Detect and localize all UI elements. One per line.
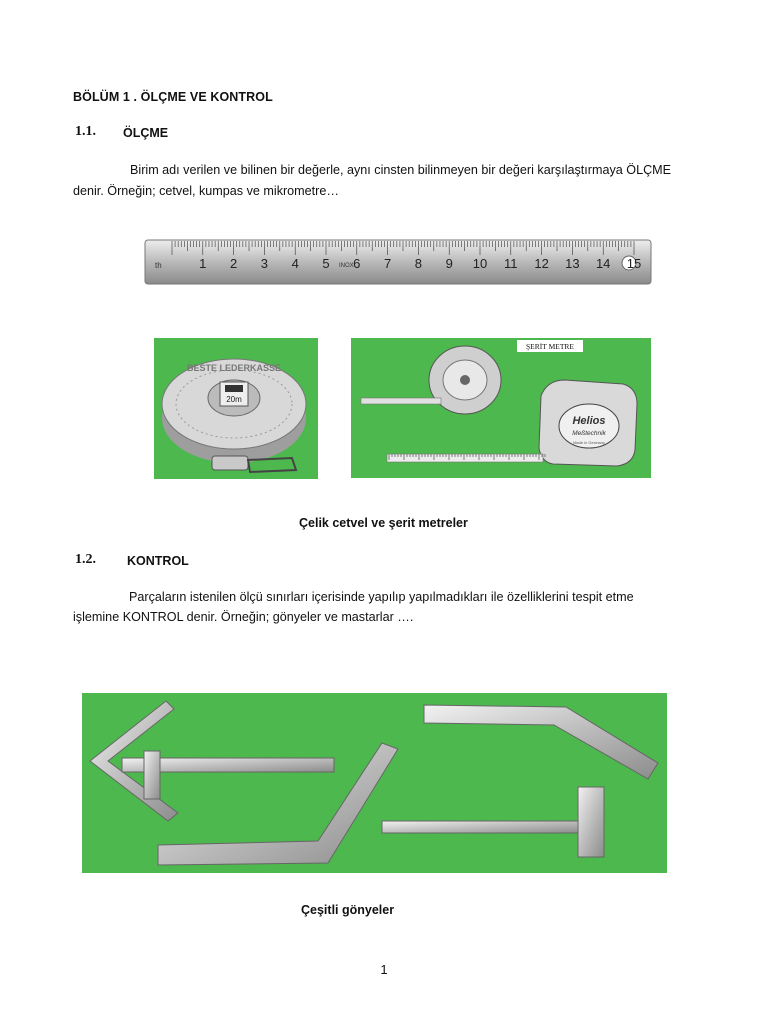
tape2-sub-label: Meßtechnik bbox=[572, 430, 606, 437]
section-title-1: ÖLÇME bbox=[123, 126, 169, 140]
section-2-paragraph-line2: işlemine KONTROL denir. Örneğin; gönyeler ve mastarlar …. bbox=[73, 610, 414, 624]
ruler-label: 2 bbox=[229, 256, 238, 271]
ruler-label: 10 bbox=[472, 256, 488, 271]
ruler-label: 15 bbox=[626, 256, 642, 271]
ruler-label: 1 bbox=[199, 256, 207, 271]
section-title-2: KONTROL bbox=[127, 554, 189, 568]
section-2-paragraph-line1: Parçaların istenilen ölçü sınırları içerisinde yapılıp yapılmadıkları ile özelliklerini tespit etme bbox=[129, 590, 634, 604]
ruler-small-text-mid: INOX bbox=[339, 263, 354, 269]
ruler-label: 14 bbox=[595, 256, 611, 271]
ruler-label: 4 bbox=[291, 256, 299, 271]
ruler-label: 3 bbox=[260, 256, 269, 271]
ruler-label: 7 bbox=[383, 256, 392, 271]
ruler-small-text-left: th bbox=[155, 261, 162, 270]
section-number-2: 1.2. bbox=[75, 552, 96, 567]
caption-squares: Çeşitli gönyeler bbox=[301, 903, 395, 917]
section-number-1: 1.1. bbox=[75, 124, 96, 139]
ruler-label: 5 bbox=[322, 256, 330, 271]
ruler-label: 13 bbox=[565, 256, 580, 271]
squares-image bbox=[82, 693, 667, 873]
tape2-heading: ŞERİT METRE bbox=[526, 342, 574, 351]
steel-tape-measures-image bbox=[351, 338, 651, 478]
leather-tape-measure-image bbox=[154, 338, 318, 479]
section-1-paragraph-line2: denir. Örneğin; cetvel, kumpas ve mikrometre… bbox=[73, 184, 339, 198]
caption-tapes: Çelik cetvel ve şerit metreler bbox=[299, 516, 468, 530]
tape2-made-label: Made in Germany bbox=[573, 440, 605, 445]
tape2-brand-label: Helios bbox=[572, 415, 606, 427]
ruler-label: 12 bbox=[534, 256, 549, 271]
page-number: 1 bbox=[380, 962, 388, 977]
tape1-size-label: 20m bbox=[226, 395, 242, 404]
ruler-label: 11 bbox=[504, 256, 518, 271]
ruler-label: 9 bbox=[445, 256, 453, 271]
chapter-title: BÖLÜM 1 . ÖLÇME VE KONTROL bbox=[73, 90, 273, 104]
ruler-label: 6 bbox=[353, 256, 361, 271]
ruler-label: 8 bbox=[414, 256, 423, 271]
steel-ruler-image bbox=[143, 237, 655, 289]
tape1-brand-label: BESTE LEDERKASSE bbox=[186, 363, 282, 373]
section-1-paragraph-line1: Birim adı verilen ve bilinen bir değerle, aynı cinsten bilinmeyen bir değeri karşılaştırmaya ÖLÇME bbox=[130, 163, 672, 177]
